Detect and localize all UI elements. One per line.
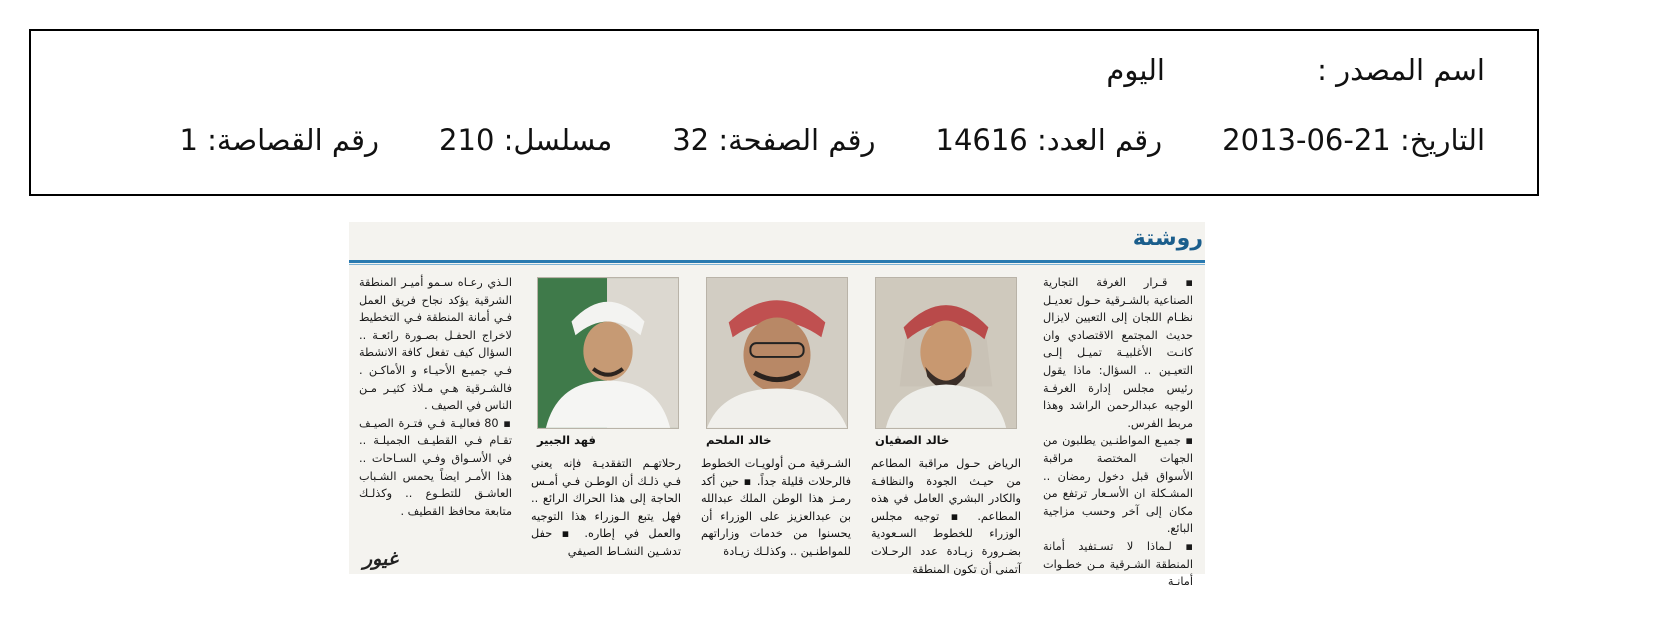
source-value: اليوم <box>1106 53 1165 87</box>
column-title: روشتة <box>1132 226 1203 251</box>
issue-number-field: رقم العدد: 14616 <box>935 123 1163 157</box>
serial-field: مسلسل: 210 <box>439 123 613 157</box>
paragraph: ▪ 80 فعاليـة فـي فتـرة الصيـف تقـام فـي القطيـف الجميلـة .. في الأسـواق وفـي السـاحات .. هذا الأمـر ايضاً يحمس الشـباب العاشـق للتطـوع .. وكذلـك متابعة محافظ القطيف . <box>359 416 512 518</box>
portrait-photo <box>875 277 1017 429</box>
title-divider-thin <box>349 264 1205 265</box>
portrait-photo-icon <box>876 278 1016 428</box>
date-field: التاريخ: 21-06-2013 <box>1222 123 1485 157</box>
portrait-photo <box>537 277 679 429</box>
photo-caption: خالد الملحم <box>706 433 772 447</box>
paragraph: ▪ قـرار الغرفة التجارية الصناعية بالشـرقية حـول تعديـل نظـام اللجان إلى التعيين لايزال حديث المجتمع الاقتصادي وان كانـت الأغلبيـة تميـل إلـى التعيـين .. السؤال: ماذا يقول رئيس مجلس إدارة الغرفـة الوجيه عبدالرحمن الراشد وهذا مربط الفرس. <box>1043 276 1193 430</box>
paragraph: ▪ جميـع المواطنـين يطلبون من الجهات المختصة مراقبة الأسواق قبل دخول رمضان .. المشـكلة ان الأسـعار ترتفع من مكان إلى آخر وحسب مزاجية البائع. <box>1043 434 1193 536</box>
photo-caption: فهد الجبير <box>537 433 596 447</box>
source-label: اسم المصدر : <box>1317 53 1485 87</box>
text-block: الشـرقية مـن أولويـات الخطوط فالرحلات قليلة جداً. ▪ حين أكد رمـز هذا الوطن الملك عبدالله بن عبدالعزيز على الوزراء أن يحسنوا من خدمات وزاراتهم للمواطنـين .. وكذلـك زيـادة <box>701 457 851 558</box>
portrait-photo-icon <box>538 278 678 428</box>
text-block: رحلاتهـم التفقديـة فإنه يعني فـي ذلـك أن الوطـن فـي أمـس الحاجة إلى هذا الحراك الرائع .. فهل يتبع الـوزراء هذا التوجيه والعمل في إطاره. ▪ حفل تدشـين النشـاط الصيفي <box>531 457 681 558</box>
author-signature: غيور <box>363 548 398 570</box>
metadata-row <box>179 123 1485 157</box>
paragraph: الـذي رعـاه سـمو أميـر المنطقة الشرقية يؤكد نجاح فريق العمل فـي أمانة المنطقة فـي التخطيط لاخراج الحفـل بصـورة رائعـة .. السؤال كيف تفعل كافة الانشطة فـي جميـع الأحيـاء و الأماكـن . فالشـرقية هـي مـلاذ كثيـر مـن الناس في الصيف . <box>359 276 512 413</box>
portrait-photo <box>706 277 848 429</box>
page-number-field: رقم الصفحة: 32 <box>672 123 876 157</box>
paragraph: ▪ لـماذا لا تسـتفيد أمانة المنطقة الشـرقية مـن خطـوات أمانـة <box>1043 539 1193 589</box>
left-text-column <box>359 274 512 520</box>
text-block: الرياض حـول مراقبة المطاعم من حيـث الجودة والنظافـة والكادر البشري العامل في هذه المطاعم. ▪ توجيه مجلس الوزراء للخطوط السـعودية بضـرورة زيـادة عدد الرحـلات آتمنى أن تكون المنطقة <box>871 457 1021 576</box>
photo-caption: خالد الصفيان <box>875 433 950 447</box>
clip-number-field: رقم القصاصة: 1 <box>179 123 380 157</box>
source-info-box <box>29 29 1539 196</box>
title-divider <box>349 260 1205 263</box>
portrait-photo-icon <box>707 278 847 428</box>
right-text-column <box>1043 274 1193 591</box>
newspaper-clipping <box>349 222 1205 589</box>
